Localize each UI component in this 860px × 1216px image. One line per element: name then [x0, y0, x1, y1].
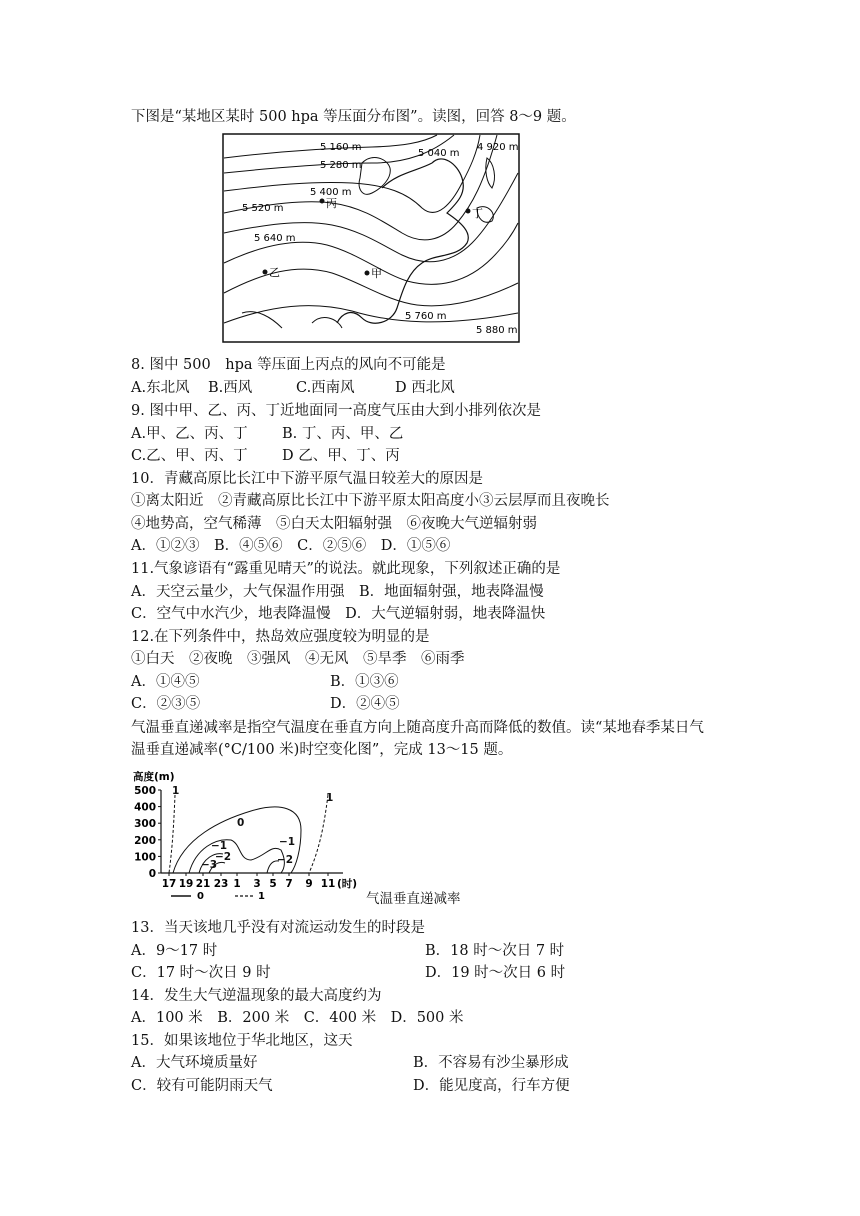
q10-choices-line1: ①离太阳近 ②青藏高原比长江中下游平原太阳高度小③云层厚而且夜晚长: [131, 493, 610, 509]
y-tick-label: 300: [134, 818, 156, 831]
q12-conditions: ①白天 ②夜晚 ③强风 ④无风 ⑤旱季 ⑥雨季: [131, 651, 465, 667]
q10-stem: 10．青藏高原比长江中下游平原气温日较差大的原因是: [131, 471, 483, 487]
x-tick-label: 11: [320, 878, 336, 890]
q9-option-c: C.乙、甲、丙、丁: [131, 448, 248, 464]
x-tick-label: 9: [305, 878, 313, 890]
intro-text-8-9: 下图是“某地区某时 500 hpa 等压面分布图”。读图，回答 8〜9 题。: [131, 109, 576, 125]
intro-text-13-15-line2: 温垂直递减率(°C/100 米)时空变化图”，完成 13～15 题。: [131, 742, 513, 758]
x-axis-unit: (时): [337, 878, 358, 890]
q12-stem: 12.在下列条件中，热岛效应强度较为明显的是: [131, 629, 430, 645]
q11-stem: 11.气象谚语有“露重见晴天”的说法。就此现象，下列叙述正确的是: [131, 561, 561, 577]
contour-value-label: 0: [237, 817, 245, 829]
q13-option-c: C．17 时～次日 9 时: [131, 965, 271, 981]
y-axis-title: 高度(m): [133, 771, 175, 783]
x-tick-label: 21: [195, 878, 211, 890]
q12-option-d: D．②④⑤: [330, 696, 400, 712]
point-bing-label: 丙: [326, 197, 337, 210]
x-tick-label: 1: [233, 878, 241, 890]
q11-options-line2: C．空气中水汽少，地表降温慢 D．大气逆辐射弱，地表降温快: [131, 606, 546, 622]
q13-option-a: A．9～17 时: [131, 943, 218, 959]
contour-label: 5 760 m: [405, 311, 447, 322]
contour-value-label: −2: [215, 851, 232, 863]
point-jia-label: 甲: [371, 267, 382, 280]
q8-option-d: D 西北风: [395, 380, 455, 396]
q9-option-b: B. 丁、丙、甲、乙: [282, 426, 404, 442]
q15-stem: 15．如果该地位于华北地区，这天: [131, 1033, 353, 1049]
intro-text-13-15-line1: 气温垂直递减率是指空气温度在垂直方向上随高度升高而降低的数值。读“某地春季某日气: [131, 720, 704, 736]
point-bing-marker: [320, 199, 325, 204]
q15-option-b: B．不容易有沙尘暴形成: [413, 1055, 569, 1071]
legend-dashed-label: 1: [258, 891, 265, 902]
x-tick-label: 23: [213, 878, 229, 890]
q8-option-a: A.东北风: [131, 380, 190, 396]
point-ding-marker: [466, 209, 471, 214]
point-yi-label: 乙: [269, 266, 280, 279]
contour-value-label: −2: [277, 854, 294, 866]
y-tick-label: 500: [134, 785, 156, 797]
q10-options: A．①②③ B．④⑤⑥ C．②⑤⑥ D．①⑤⑥: [131, 538, 451, 554]
contour-label: 5 880 m: [476, 325, 518, 336]
q15-option-d: D．能见度高，行车方便: [413, 1078, 570, 1094]
contour-label: 4 920 m: [477, 142, 519, 153]
point-jia-marker: [365, 271, 370, 276]
q14-options: A．100 米 B．200 米 C．400 米 D．500 米: [131, 1010, 464, 1026]
contour-label: 5 160 m: [320, 142, 362, 153]
contour-label: 5 280 m: [320, 160, 362, 171]
q8-option-b: B.西风: [208, 380, 253, 396]
q13-option-b: B．18 时～次日 7 时: [425, 943, 565, 959]
q15-option-c: C．较有可能阴雨天气: [131, 1078, 273, 1094]
q8-stem: 8. 图中 500 hpa 等压面上丙点的风向不可能是: [131, 357, 446, 373]
contour-label: 5 640 m: [254, 233, 296, 244]
q13-stem: 13．当天该地几乎没有对流运动发生的时段是: [131, 920, 425, 936]
y-tick-label: 400: [134, 801, 156, 814]
y-tick-label: 200: [134, 834, 156, 847]
contour-label: 5 040 m: [418, 148, 460, 159]
x-tick-label: 19: [178, 878, 194, 890]
lapse-rate-chart: [131, 768, 363, 908]
chart-caption: 气温垂直递减率: [366, 891, 461, 907]
isobaric-map: [222, 133, 520, 343]
contour-label: 5 400 m: [310, 187, 352, 198]
point-yi-marker: [263, 270, 268, 275]
y-tick-label: 100: [134, 851, 156, 864]
x-tick-label: 7: [285, 878, 293, 890]
q12-option-a: A．①④⑤: [131, 674, 200, 690]
q15-option-a: A．大气环境质量好: [131, 1055, 258, 1071]
q14-stem: 14．发生大气逆温现象的最大高度约为: [131, 988, 382, 1004]
q11-options-line1: A．天空云量少，大气保温作用强 B．地面辐射强，地表降温慢: [131, 584, 544, 600]
q8-option-c: C.西南风: [296, 380, 355, 396]
q12-option-b: B．①③⑥: [330, 674, 399, 690]
contour-value-label: −3: [201, 859, 218, 871]
point-ding-label: 丁: [472, 207, 483, 220]
q9-option-a: A.甲、乙、丙、丁: [131, 426, 248, 442]
x-tick-label: 5: [269, 878, 277, 890]
legend-solid-label: 0: [197, 891, 204, 902]
y-tick-label: 0: [148, 868, 156, 880]
q13-option-d: D．19 时～次日 6 时: [425, 965, 566, 981]
contour-label: 5 520 m: [242, 203, 284, 214]
x-tick-label: 3: [253, 878, 261, 890]
x-tick-label: 17: [161, 878, 177, 890]
contour-value-label: −1: [211, 840, 228, 852]
q10-choices-line2: ④地势高，空气稀薄 ⑤白天太阳辐射强 ⑥夜晚大气逆辐射弱: [131, 516, 537, 532]
contour-value-label: 1: [172, 785, 180, 797]
q9-stem: 9. 图中甲、乙、丙、丁近地面同一高度气压由大到小排列依次是: [131, 403, 541, 419]
contour-value-label: −1: [279, 836, 296, 848]
q9-option-d: D 乙、甲、丁、丙: [282, 448, 400, 464]
contour-value-label: 1: [326, 792, 334, 804]
q12-option-c: C．②③⑤: [131, 696, 201, 712]
